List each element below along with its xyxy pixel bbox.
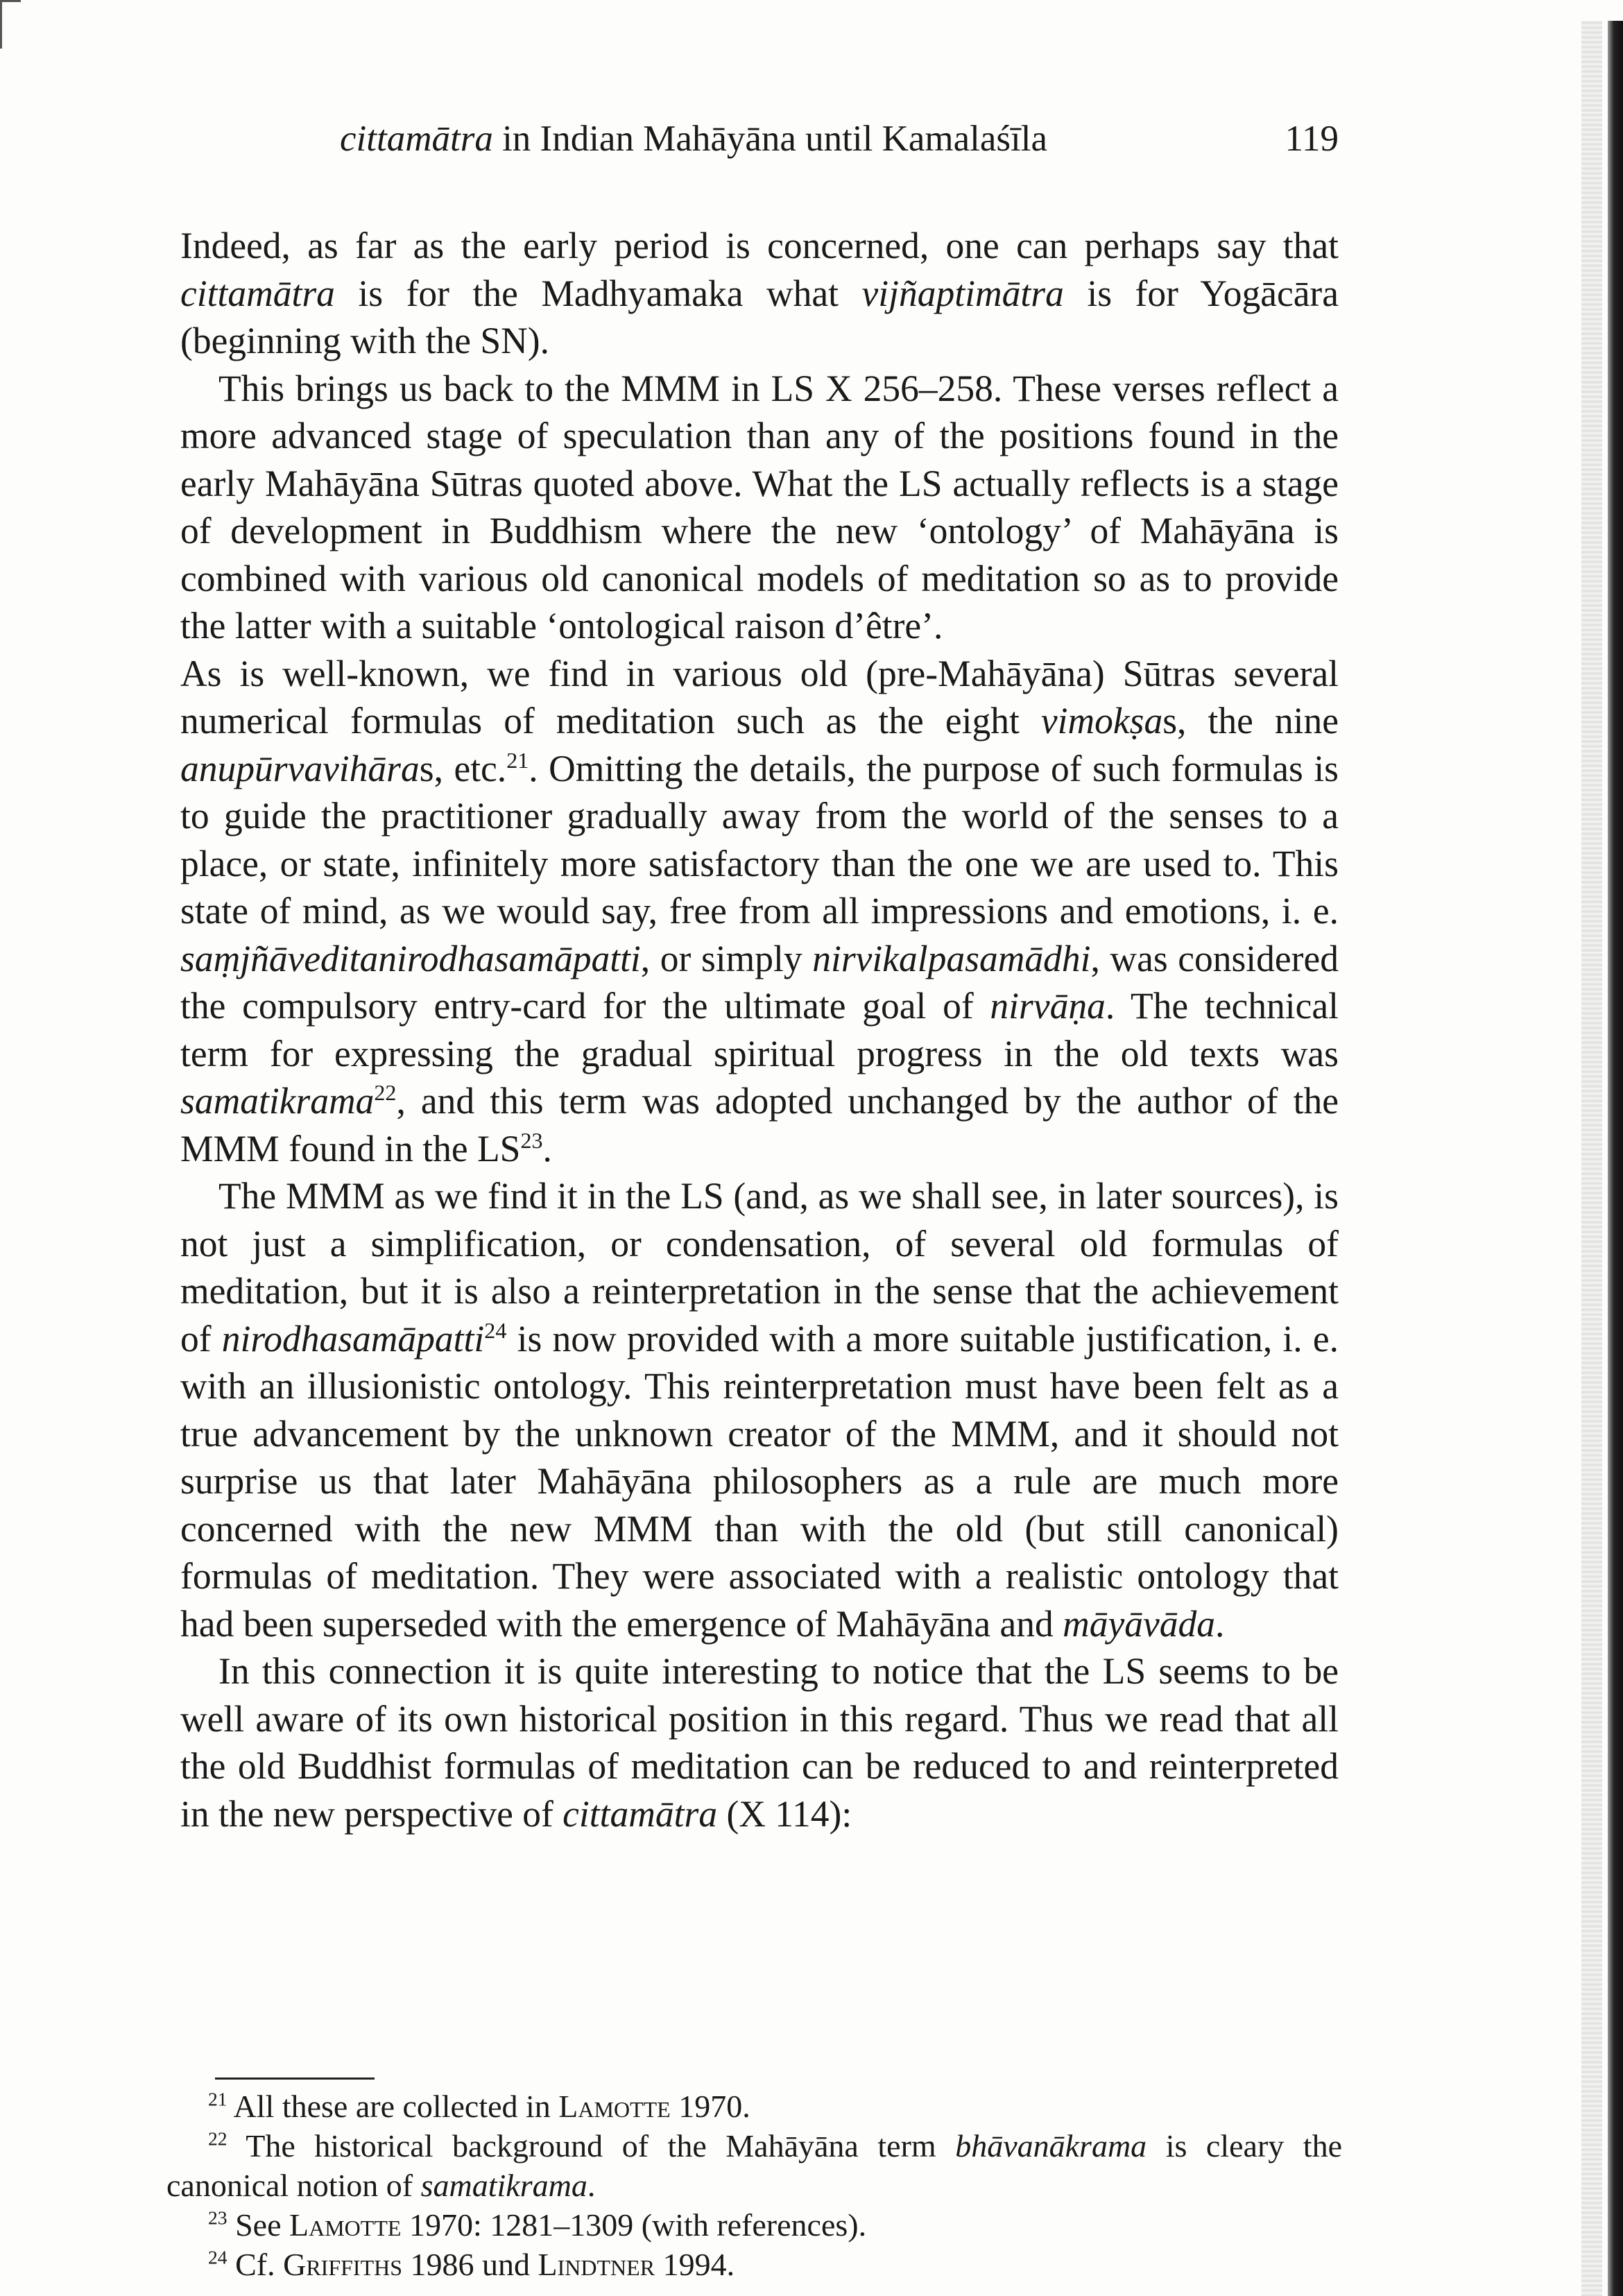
paragraph-5: In this connection it is quite interesting to notice that the LS seems to be well aware of its own historical position in this regard. Thus we read that all the old Buddhist formulas of meditation can be reduced to and reinterpreted in the new perspective of cittamātra (X 114): — [180, 1650, 1339, 1835]
paragraph-2: This brings us back to the MMM in LS X 256–258. These verses reflect a more advanced stage of speculation than any of the positions found in the early Mahāyāna Sūtras quoted above. What the LS actually reflects is a stage of development in Buddhism where the new ‘ontology’ of Mahāyāna is combined with various old canonical models of meditation so as to provide the latter with a suitable ‘ontological raison d’être’. — [180, 367, 1339, 646]
scan-edge-top — [0, 0, 21, 2]
scan-binding-shadow — [1581, 21, 1602, 2296]
scan-binding-edge — [1608, 21, 1623, 2296]
scan-edge-left — [0, 0, 2, 49]
paragraph-1: Indeed, as far as the early period is concerned, one can perhaps say that cittamātra is for the Madhyamaka what vijñaptimātra is for Yogācāra (beginning with the SN). — [180, 225, 1339, 361]
body-text — [180, 222, 1339, 1837]
footnote-ref-24: 24 — [484, 1317, 507, 1343]
paragraph-3: As is well-known, we find in various old (pre-Mahāyāna) Sūtras several numerical formulas of meditation such as the eight vimokṣas, the nine anupūrvavihāras, etc.$^{21}$. Omitting the details, the purpose of such formulas is to guide the practitioner gradually away from the world of the senses to a place, or state, infinitely more satisfactory than the one we are used to. This state of mind, as we would say, free from all impressions and emotions, i. e. saṃjñāveditanirodhasamāpatti, or simply nirvikalpasamādhi, was considered the compulsory entry-card for the ultimate goal of nirvāṇa. The technical term for expressing the gradual spiritual progress in the old texts was samatikrama$^{22}$, and this term was adopted unchanged by the author of the MMM found in the LS$^{23}$. — [180, 652, 1339, 1170]
footnote-ref-22: 22 — [374, 1080, 397, 1106]
running-title: cittamātra in Indian Mahāyāna until Kamalaśīla — [340, 119, 1047, 159]
paragraph-4: The MMM as we find it in the LS (and, as we shall see, in later sources), is not just a simplification, or condensation, of several old formulas of meditation, but it is also a reinterpretation in the sense that the achievement of nirodhasamāpatti$^{24}$ is now provided with a more suitable justification, i. e. with an illusionistic ontology. This reinterpretation must have been felt as a true advancement by the unknown creator of the MMM, and it should not surprise us that later Mahāyāna philosophers as a rule are much more concerned with the new MMM than with the old (but still canonical) formulas of meditation. They were associated with a realistic ontology that had been superseded with the emergence of Mahāyāna and māyāvāda. — [180, 1175, 1339, 1645]
footnote-ref-23: 23 — [520, 1127, 543, 1153]
footnote-21: $^{21}$ All these are collected in Lamotte 1970. — [208, 2088, 750, 2124]
footnote-separator — [215, 2077, 375, 2080]
footnote-24: $^{24}$ Cf. Griffiths 1986 und Lindtner 1994. — [208, 2246, 735, 2282]
footnote-22: $^{22}$ The historical background of the Mahāyāna term bhāvanākrama is cleary the canonical notion of samatikrama. — [166, 2127, 1342, 2203]
page-number: 119 — [1285, 119, 1339, 159]
footnote-ref-21: 21 — [506, 747, 529, 773]
footnotes — [166, 2087, 1342, 2284]
running-header — [340, 118, 1339, 173]
footnote-23: $^{23}$ See Lamotte 1970: 1281–1309 (with references). — [208, 2207, 867, 2243]
